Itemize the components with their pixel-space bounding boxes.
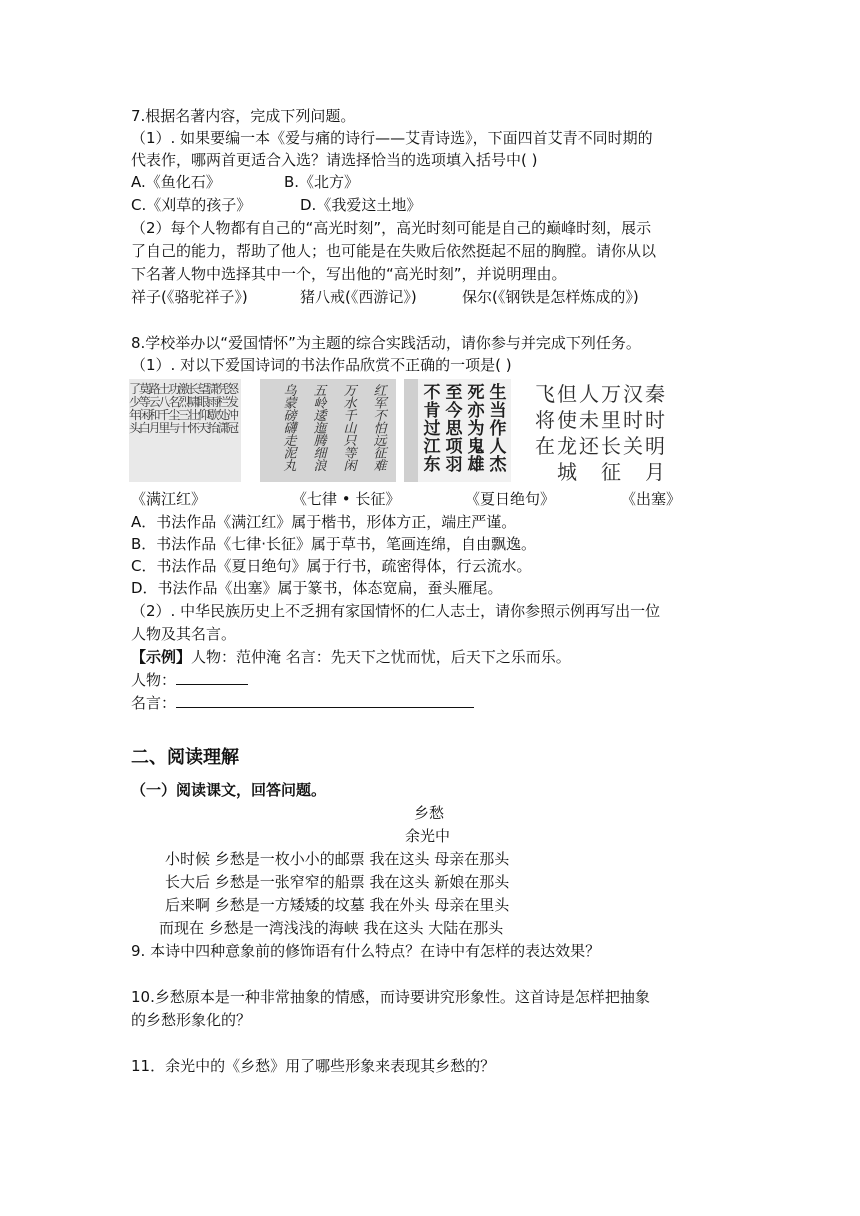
calligraphy-glyph: 只 [343,434,357,449]
calligraphy-glyph: 人 [489,437,507,457]
calligraphy-glyph: 不 [373,409,387,424]
calligraphy-glyph: 五 [313,384,327,399]
calligraphy-glyph: 亦 [467,401,485,421]
calligraphy-glyph: 不 [423,383,441,403]
calligraphy-glyph: 仰 [197,408,210,422]
calligraphy-glyph: 作 [489,419,507,439]
q7-part2-line1: （2）每个人物都有自己的“高光时刻”，高光时刻可能是自己的巅峰时刻，展示 [131,219,652,237]
section-sub-heading: （一）阅读课文，回答问题。 [131,781,327,799]
calligraphy-glyph: 烈 [177,395,191,409]
calligraphy-glyph: 处 [217,408,230,422]
example-text: 人物：范仲淹 名言：先天下之忧而忧，后天下之乐而乐。 [191,648,571,666]
calligraphy-glyph: 生 [489,383,507,403]
calligraphy-glyph: 功 [168,382,181,396]
calligraphy-glyph: 明 [645,434,665,458]
calligraphy-glyph: 少 [129,395,142,409]
calligraphy-glyph: 乌 [283,384,297,399]
calligraphy-glyph: 丸 [283,459,297,474]
caption-manjianghong: 《满江红》 [131,490,207,508]
calligraphy-glyph: 红 [373,384,387,399]
q7-part1-line1: （1）. 如果要编一本《爱与痛的诗行——艾青诗选》，下面四首艾青不同时期的 [131,129,653,147]
calligraphy-xiarijueju-image [404,379,511,482]
calligraphy-glyph: 过 [423,419,441,439]
calligraphy-glyph: 与 [168,421,181,435]
question-11: 11．余光中的《乡愁》用了哪些形象来表现其乡愁的？ [131,1057,496,1075]
calligraphy-glyph: 还 [579,434,599,458]
calligraphy-glyph: 长 [601,434,621,458]
calligraphy-glyph: 为 [467,419,485,439]
calligraphy-glyph: 难 [373,459,387,474]
calligraphy-glyph: 和 [148,408,161,422]
calligraphy-glyph: 云 [148,395,161,409]
section-heading-reading: 二、阅读理解 [131,747,239,768]
calligraphy-glyph: 怕 [373,421,387,437]
calligraphy-glyph: 潇 [217,421,230,435]
calligraphy-glyph: 怒 [226,382,240,396]
calligraphy-glyph: 当 [489,401,507,421]
q8-person-answer-line [131,669,248,691]
calligraphy-glyph: 壮 [187,408,200,422]
calligraphy-chusai-image [533,379,668,482]
q7-character-xiangzi: 祥子(《骆驼祥子》) [131,288,248,306]
calligraphy-glyph: 走 [283,434,297,449]
q8-part2-line1: （2）. 中华民族历史上不乏拥有家国情怀的仁人志士，请你参照示例再写出一位 [131,602,661,620]
q8-title: 8.学校举办以“爱国情怀”为主题的综合实践活动，请你参与并完成下列任务。 [131,334,641,352]
calligraphy-glyph: 泥 [283,446,297,462]
calligraphy-glyph: 月 [645,460,665,482]
q7-character-baoer: 保尔(《钢铁是怎样炼成的》) [462,288,639,306]
calligraphy-glyph: 天 [197,421,210,435]
q8-example [131,646,571,668]
calligraphy-glyph: 将 [535,408,555,432]
calligraphy-glyph: 激 [177,382,191,396]
calligraphy-glyph: 冠 [226,421,240,435]
calligraphy-glyph: 栏 [217,395,230,409]
calligraphy-glyph: 八 [158,395,171,409]
calligraphy-glyph: 今 [445,401,463,421]
calligraphy-glyph: 里 [601,408,621,432]
calligraphy-glyph: 抬 [207,421,220,435]
q8-option-a: A．书法作品《满江红》属于楷书，形体方正，端庄严谨。 [131,513,517,531]
q8-part2-line2: 人物及其名言。 [131,625,237,643]
person-answer-blank[interactable] [176,669,248,685]
calligraphy-glyph: 怀 [187,421,200,435]
calligraphy-glyph: 年 [129,408,142,422]
calligraphy-glyph: 东 [423,455,441,475]
calligraphy-glyph: 长 [187,382,200,396]
calligraphy-glyph: 蒙 [283,396,297,412]
caption-qilvchangzheng: 《七律 • 长征》 [292,490,401,508]
calligraphy-glyph: 征 [601,460,621,482]
calligraphy-manjianghong-image [129,379,241,482]
question-9: 9. 本诗中四种意象前的修饰语有什么特点？在诗中有怎样的表达效果？ [131,942,601,960]
q8-option-d: D．书法作品《出塞》属于篆书，体态宽扁，蚕头雁尾。 [131,579,503,597]
caption-chusai: 《出塞》 [621,490,682,508]
question-10-line1: 10.乡愁原本是一种非常抽象的情感，而诗要讲究形象性。这首诗是怎样把抽象 [131,988,650,1006]
calligraphy-glyph: 等 [138,395,151,409]
calligraphy-glyph: 三 [177,408,191,422]
calligraphy-glyph: 军 [373,396,387,412]
calligraphy-glyph: 凭 [217,382,230,396]
calligraphy-glyph: 发 [226,395,240,409]
calligraphy-glyph: 城 [557,460,577,482]
calligraphy-glyph: 飞 [535,382,555,406]
q7-option-b: B.《北方》 [284,173,360,191]
caption-xiarijueju: 《夏日绝句》 [465,490,556,508]
qilvchangzheng-calligraphy-svg [260,379,396,482]
poem-author: 余光中 [405,827,451,845]
calligraphy-glyph: 迤 [313,421,327,437]
calligraphy-glyph: 羽 [445,455,463,475]
calligraphy-glyph: 礴 [283,421,297,437]
calligraphy-glyph: 万 [601,382,621,406]
q7-option-a: A.《鱼化石》 [131,173,221,191]
poem-line-1: 小时候 乡愁是一枚小小的邮票 我在这头 母亲在那头 [165,850,510,868]
q7-option-d: D.《我爱这土地》 [300,196,422,214]
calligraphy-glyph: 在 [535,434,555,458]
q7-title: 7.根据名著内容，完成下列问题。 [131,107,356,125]
calligraphy-glyph: 等 [343,446,357,462]
calligraphy-glyph: 思 [445,419,463,439]
calligraphy-glyph: 冲 [226,408,240,422]
calligraphy-glyph: 逶 [313,409,327,424]
calligraphy-glyph: 名 [168,395,181,409]
calligraphy-glyph: 眼 [197,395,210,409]
q8-quote-answer-line [131,692,474,714]
calligraphy-glyph: 歇 [207,408,220,422]
calligraphy-glyph: 闲 [343,459,357,474]
calligraphy-glyph: 时 [645,408,665,432]
q7-part2-line3: 下名著人物中选择其中一个，写出他的“高光时刻”，并说明理由。 [131,265,567,283]
calligraphy-glyph: 使 [557,408,577,432]
calligraphy-glyph: 千 [158,408,171,422]
calligraphy-glyph: 关 [623,434,643,458]
calligraphy-glyph: 望 [197,382,210,396]
calligraphy-glyph: 头 [129,421,142,435]
calligraphy-glyph: 细 [313,446,327,462]
q8-option-c: C．书法作品《夏日绝句》属于行书，疏密得体，行云流水。 [131,557,532,575]
poem-line-3: 后来啊 乡愁是一方矮矮的坟墓 我在外头 母亲在里头 [165,896,510,914]
manjianghong-calligraphy-svg [129,379,241,482]
calligraphy-glyph: 里 [158,421,171,435]
poem-line-2: 长大后 乡愁是一张窄窄的船票 我在这头 新娘在那头 [165,873,510,891]
q7-character-zhubajie: 猪八戒(《西游记》) [300,288,417,306]
calligraphy-glyph: 杰 [489,455,507,475]
calligraphy-glyph: 潇 [207,382,220,396]
calligraphy-glyph: 龙 [557,434,577,458]
calligraphy-glyph: 闲 [138,408,151,422]
calligraphy-glyph: 时 [623,408,643,432]
calligraphy-glyph: 万 [343,384,357,399]
calligraphy-glyph: 土 [158,382,171,396]
person-label: 人物： [131,671,177,689]
xiarijueju-calligraphy-svg [404,379,511,482]
calligraphy-glyph: 莫 [138,382,151,396]
q7-option-c: C.《刈草的孩子》 [131,196,252,214]
calligraphy-qilvchangzheng-image [260,379,396,482]
calligraphy-glyph: 远 [373,434,387,449]
quote-label: 名言： [131,694,177,712]
calligraphy-glyph: 雄 [467,455,485,475]
q8-option-b: B．书法作品《七律·长征》属于草书，笔画连绵，自由飘逸。 [131,535,537,553]
q7-part2-line2: 了自己的能力，帮助了他人；也可能是在失败后依然挺起不屈的胸膛。请你从以 [131,242,657,260]
calligraphy-glyph: 项 [445,437,463,457]
calligraphy-glyph: 啸 [187,395,200,409]
quote-answer-blank[interactable] [176,692,474,708]
calligraphy-glyph: 肯 [423,401,441,421]
q7-part1-line2: 代表作，哪两首更适合入选？请选择恰当的选项填入括号中( ) [131,151,538,169]
calligraphy-glyph: 腾 [313,434,327,449]
poem-title: 乡愁 [414,804,445,822]
calligraphy-glyph: 人 [579,382,599,406]
calligraphy-glyph: 岭 [313,396,327,412]
calligraphy-glyph: 水 [343,396,357,412]
calligraphy-glyph: 鬼 [467,437,485,457]
calligraphy-glyph: 浪 [313,459,327,474]
poem-line-4: 而现在 乡愁是一湾浅浅的海峡 我在这头 大陆在那头 [159,919,504,937]
calligraphy-glyph: 汉 [623,382,643,406]
calligraphy-glyph: 征 [373,446,387,462]
calligraphy-glyph: 未 [579,408,599,432]
calligraphy-glyph: 江 [423,437,441,457]
calligraphy-glyph: 磅 [283,409,297,424]
calligraphy-glyph: 月 [148,421,161,435]
calligraphy-glyph: 千 [343,409,357,424]
calligraphy-glyph: 十 [177,421,191,435]
calligraphy-glyph: 雨 [207,395,220,409]
calligraphy-glyph: 至 [445,383,463,403]
calligraphy-glyph: 白 [138,421,151,435]
question-10-line2: 的乡愁形象化的？ [131,1011,252,1029]
example-tag: 【示例】 [131,648,192,666]
calligraphy-glyph: 尘 [168,408,181,422]
calligraphy-glyph: 但 [557,382,577,406]
calligraphy-glyph: 路 [148,382,161,396]
calligraphy-glyph: 了 [129,382,142,396]
calligraphy-glyph: 山 [343,421,357,437]
q8-part1: （1）. 对以下爱国诗词的书法作品欣赏不正确的一项是( ) [131,356,512,374]
chusai-calligraphy-svg [533,379,668,482]
calligraphy-glyph: 死 [467,383,485,403]
calligraphy-glyph: 秦 [645,382,665,406]
